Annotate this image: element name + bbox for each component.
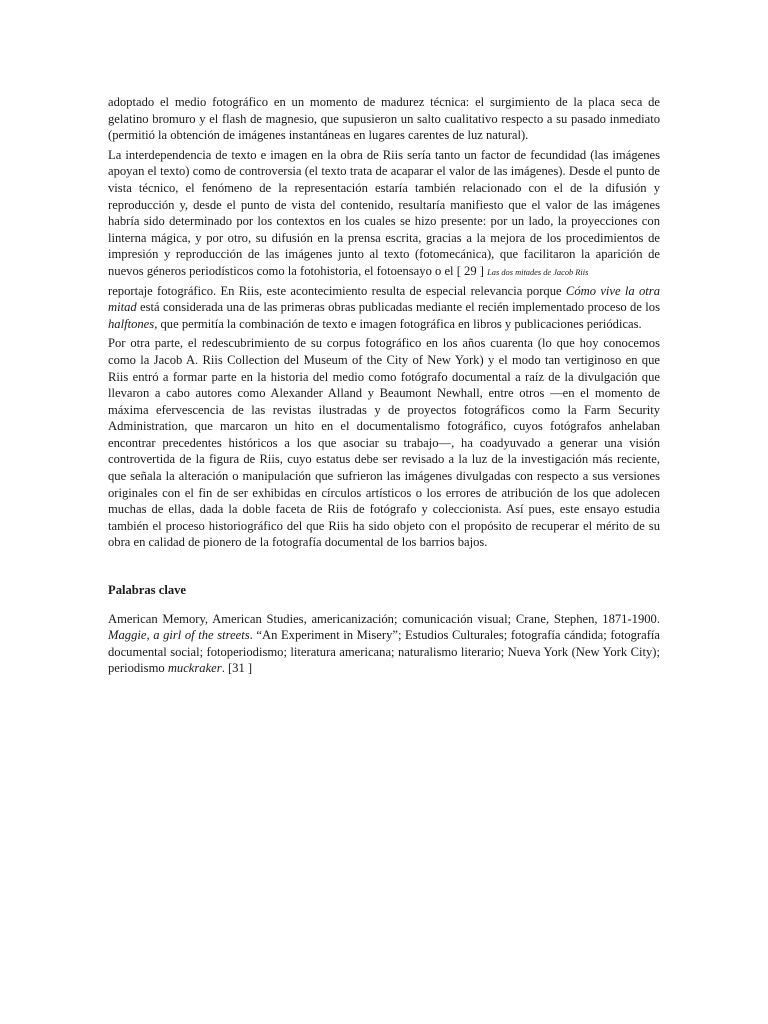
document-page bbox=[108, 94, 660, 680]
keywords-text-b: . “An Experiment in Misery”; Estudios Culturales; fotografía cándida; fotografía documental social; fotoperiodismo; literatura americana; naturalismo literario; Nueva York (New York City); periodismo bbox=[108, 628, 660, 676]
paragraph-1-text: adoptado el medio fotográfico en un momento de madurez técnica: el surgimiento de la placa seca de gelatino bromuro y el flash de magnesio, que supusieron un salto cualitativo respecto a su pasado inmediato (permitió la obtención de imágenes instantáneas en lugares carentes de luz natural). bbox=[108, 95, 660, 143]
paragraph-3-text-a: reportaje fotográfico. En Riis, este acontecimiento resulta de especial relevancia porque bbox=[108, 283, 566, 298]
running-head: Las dos mitades de Jacob Riis bbox=[487, 267, 589, 277]
keywords-heading: Palabras clave bbox=[108, 583, 186, 598]
paragraph-3-text-c: , que permitía la combinación de texto e imagen fotográfica en libros y publicaciones periódicas. bbox=[154, 316, 642, 331]
term-muckraker: muckraker bbox=[167, 661, 222, 676]
book-title-maggie: Maggie, a girl of the streets bbox=[108, 628, 250, 643]
paragraph-3 bbox=[108, 283, 660, 333]
page-reference-29: [ 29 ] bbox=[456, 263, 484, 278]
paragraph-4 bbox=[108, 335, 660, 551]
paragraph-2 bbox=[108, 147, 660, 280]
keywords-text-a: American Memory, American Studies, americanización; comunicación visual; Crane, Stephen, 1871-1900. bbox=[108, 611, 660, 626]
page-reference-31: [31 ] bbox=[227, 661, 253, 676]
keywords-paragraph bbox=[108, 611, 660, 677]
paragraph-1 bbox=[108, 94, 660, 144]
term-halftones: halftones bbox=[108, 316, 155, 331]
paragraph-4-text: Por otra parte, el redescubrimiento de su corpus fotográfico en los años cuarenta (lo que hoy conocemos como la Jacob A. Riis Collection del Museum of the City of New York) y el modo tan vertiginoso en que Riis entró a formar parte en la historia del medio como fotógrafo documental a raíz de la divulgación que llevaron a cabo autores como Alexander Alland y Beaumont Newhall, entre otros —en el momento de máxima efervescencia de las revistas ilustradas y de proyectos fotográficos como la Farm Security Administration, que marcaron un hito en el documentalismo fotográfico, cuyos fotógrafos anhelaban encontrar precedentes históricos a los que asociar su trabajo—, ha coadyuvado a generar una visión controvertida de la figura de Riis, cuyo estatus debe ser revisado a la luz de la investigación más reciente, que señala la alteración o manipulación que sufrieron las imágenes divulgadas con respecto a sus versiones originales con el fin de ser exhibidas en círculos artísticos o los errores de atribución de los que adolecen muchas de ellas, dada la doble faceta de Riis de fotógrafo y coleccionista. Así pues, este ensayo estudia también el proceso historiográfico del que Riis ha sido objeto con el propósito de recuperar el mérito de su obra en calidad de pionero de la fotografía documental de los barrios bajos. bbox=[108, 336, 660, 550]
paragraph-3-text-b: está considerada una de las primeras obras publicadas mediante el recién implementado proceso de los bbox=[136, 300, 660, 315]
keywords-text-c: . bbox=[221, 661, 228, 676]
paragraph-2-text: La interdependencia de texto e imagen en la obra de Riis sería tanto un factor de fecundidad (las imágenes apoyan el texto) como de controversia (el texto trata de acaparar el valor de las imágenes). Desde el punto de vista técnico, el fenómeno de la representación estaría también relacionado con el de la difusión y reproducción y, desde el punto de vista del contenido, resultaría manifiesto que el valor de las imágenes habría sido determinado por los contextos en los cuales se hizo presente: por un lado, la proyecciones con linterna mágica, y por otro, su difusión en la prensa escrita, gracias a la mejora de los procedimientos de impresión y reproducción de las imágenes junto al texto (fotomecánica), que facilitaron la aparición de nuevos géneros periodísticos como la fotohistoria, el fotoensayo o el bbox=[108, 147, 660, 278]
book-title-como-vive: Cómo vive la otra mitad bbox=[108, 283, 660, 315]
